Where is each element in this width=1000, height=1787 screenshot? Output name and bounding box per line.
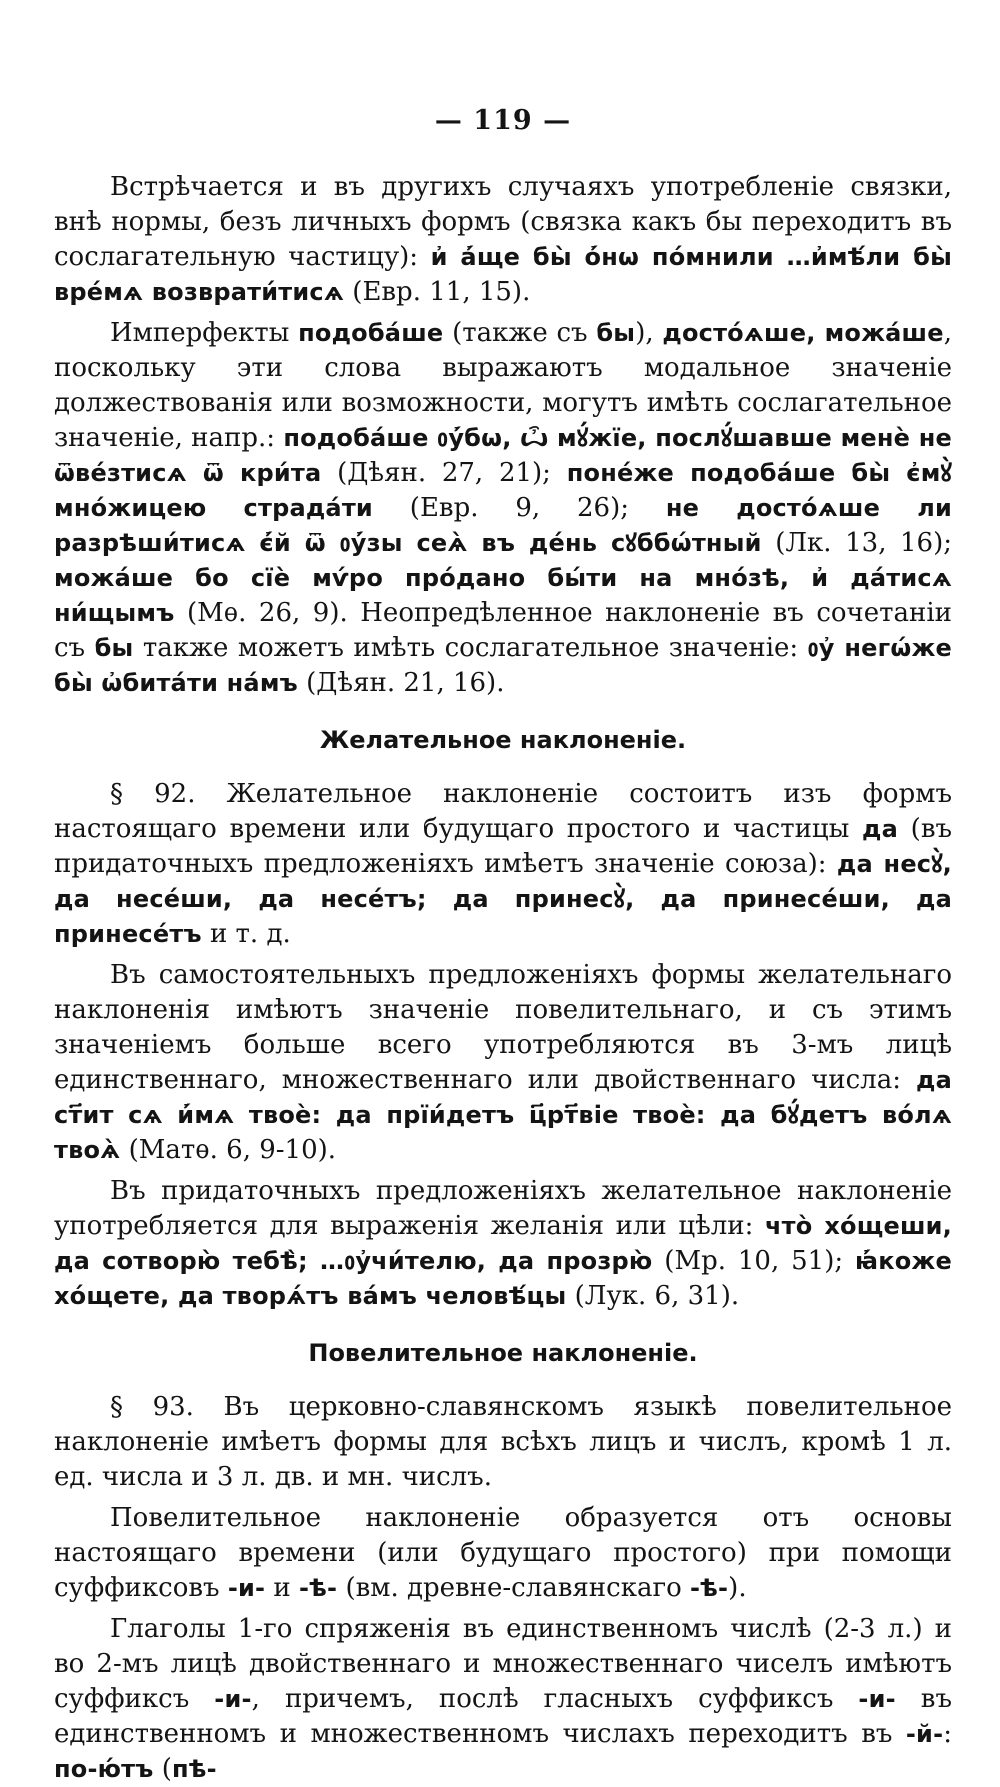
text-segment: (Евр. 11, 15). [344, 277, 531, 307]
paragraph-imperative-formation [54, 1501, 952, 1606]
church-slavonic-example: да несꙋ̀, да несе́ши, да несе́тъ; да принесꙋ̀, да принесе́ши, да принесе́тъ [54, 850, 953, 948]
text-segment: Имперфекты [110, 318, 299, 348]
text-segment: (также съ [443, 318, 597, 348]
church-slavonic-example: досто́ѧше, можа́ше [662, 319, 944, 347]
text-segment: Повелительное наклоненіе образуется отъ основы настоящаго времени (или будущаго простого) при помощи суффиксовъ [54, 1503, 952, 1603]
text-segment: также можетъ имѣть сослагательное значеніе: [133, 633, 808, 663]
text-segment: (Мѳ. 26, 9). Неопредѣленное наклоненіе въ сочетаніи съ [54, 598, 952, 663]
paragraph-section-93 [54, 1390, 952, 1495]
church-slavonic-example: ᲂу҆ негѡ́же бы̀ ѡ҆бита́ти на́мъ [54, 634, 952, 697]
text-segment: въ единственномъ и множественномъ числахъ переходитъ въ [54, 1684, 952, 1749]
church-slavonic-example: по-ю́тъ [54, 1755, 154, 1783]
text-segment: , поскольку эти слова выражаютъ модальное значеніе должествованія или возможности, могутъ имѣть сослагательное значеніе, напр.: [54, 318, 952, 453]
text-segment: ). [728, 1573, 747, 1603]
text-segment: ), [635, 318, 663, 348]
church-slavonic-example: бы [94, 634, 134, 662]
text-segment: и [265, 1573, 300, 1603]
heading-desiderative: Желательное наклоненіе. [319, 726, 687, 754]
paragraph-imperfects [54, 316, 952, 701]
text-segment: (Евр. 9, 26); [372, 493, 666, 523]
text-segment: (въ придаточныхъ предложеніяхъ имѣетъ значеніе союза): [54, 814, 952, 879]
text-segment: ( [153, 1754, 172, 1784]
heading-imperative: Повелительное наклоненіе. [308, 1339, 698, 1367]
text-segment: Глаголы 1-го спряженія въ единственномъ числѣ (2-3 л.) и во 2-мъ лицѣ двойственнаго и множественнаго чиселъ имѣютъ суффиксъ [54, 1614, 952, 1714]
church-slavonic-example: -ѣ- [299, 1574, 338, 1602]
text-segment: § 92. Желательное наклоненіе состоитъ изъ формъ настоящаго времени или будущаго простого и частицы [54, 779, 952, 844]
church-slavonic-example: подоба́ше [298, 319, 444, 347]
church-slavonic-example: поне́же подоба́ше бы̀ є҆мꙋ̀ мно́жицею страда́ти [54, 459, 952, 522]
church-slavonic-example: что̀ хо́щеши, да сотворю̀ тебѣ̀; …ᲂу҆чи́телю, да прозрю̀ [54, 1212, 952, 1275]
paragraph-independent-clauses [54, 958, 952, 1168]
church-slavonic-example: -й- [905, 1720, 944, 1748]
text-segment: : [943, 1719, 952, 1749]
church-slavonic-example: и҆ а҆́ще бы̀ о҆́нѡ по́мнили …и҆мѣ́ли бы̀ вре́мѧ возврати́тисѧ [54, 243, 952, 306]
text-segment: (Лк. 13, 16); [761, 528, 952, 558]
paragraph-copula [54, 170, 952, 310]
church-slavonic-example: -и- [214, 1685, 252, 1713]
text-segment: Въ придаточныхъ предложеніяхъ желательное наклоненіе употребляется для выраженія желанія или цѣли: [54, 1176, 952, 1241]
text-segment: (Дѣян. 27, 21); [321, 458, 567, 488]
text-segment: (Дѣян. 21, 16). [297, 668, 505, 698]
church-slavonic-example: да [862, 815, 898, 843]
body-text [54, 170, 952, 1787]
paragraph-first-conjugation [54, 1612, 952, 1787]
church-slavonic-example: -и- [227, 1574, 266, 1602]
church-slavonic-example: бы [596, 319, 636, 347]
church-slavonic-example: пѣ- [171, 1755, 217, 1783]
church-slavonic-example: можа́ше бо сїѐ мѵ́ро про́дано бы́ти на мно́зѣ, и҆ да́тисѧ ни́щымъ [54, 564, 952, 627]
text-segment: Въ самостоятельныхъ предложеніяхъ формы желательнаго наклоненія имѣютъ значеніе повелительнаго, и съ этимъ значеніемъ больше всего употребляются въ 3-мъ лицѣ единственнаго, множественнаго или двойственнаго числа: [54, 960, 952, 1095]
church-slavonic-example: -и- [858, 1685, 896, 1713]
text-segment: (Мр. 10, 51); [652, 1246, 856, 1276]
church-slavonic-example: не досто́ѧше ли разрѣши́тисѧ є҆́й ѿ ᲂу҆́зы сеѧ̀ въ де́нь сꙋббѡ́тный [54, 494, 952, 557]
text-segment: (Лук. 6, 31). [566, 1281, 740, 1311]
text-segment: и т. д. [201, 919, 291, 949]
paragraph-section-92 [54, 777, 952, 952]
text-segment: Встрѣчается и въ другихъ случаяхъ употребленіе связки, внѣ нормы, безъ личныхъ формъ (связка какъ бы переходитъ въ сослагательную частицу): [54, 172, 952, 272]
paragraph-subordinate-clauses [54, 1174, 952, 1314]
text-segment: (вм. древне-славянскаго [337, 1573, 690, 1603]
church-slavonic-example: подоба́ше ᲂу҆́бѡ, ѽ мꙋ́жїе, послꙋ́шавше менѐ не ѿве́зтисѧ ѿ кри́та [54, 424, 952, 487]
text-segment: (Матѳ. 6, 9-10). [120, 1135, 337, 1165]
text-segment: § 93. Въ церковно-славянскомъ языкѣ повелительное наклоненіе имѣетъ формы для всѣхъ лицъ и числъ, кромѣ 1 л. ед. числа и 3 л. дв. и мн. числъ. [54, 1392, 952, 1492]
church-slavonic-example: -ѣ- [689, 1574, 729, 1602]
text-segment: , причемъ, послѣ гласныхъ суффиксъ [251, 1684, 859, 1714]
church-slavonic-example: да ст҃ит сѧ и҆́мѧ твоѐ: да прїи́детъ ц҃рт҃віе твоѐ: да бꙋ́детъ во́лѧ твоѧ̀ [54, 1066, 952, 1164]
church-slavonic-example: ꙗ҆́коже хо́щете, да творѧ́тъ ва́мъ человѣ́цы [54, 1247, 952, 1310]
page-number: — 119 — [434, 105, 572, 136]
